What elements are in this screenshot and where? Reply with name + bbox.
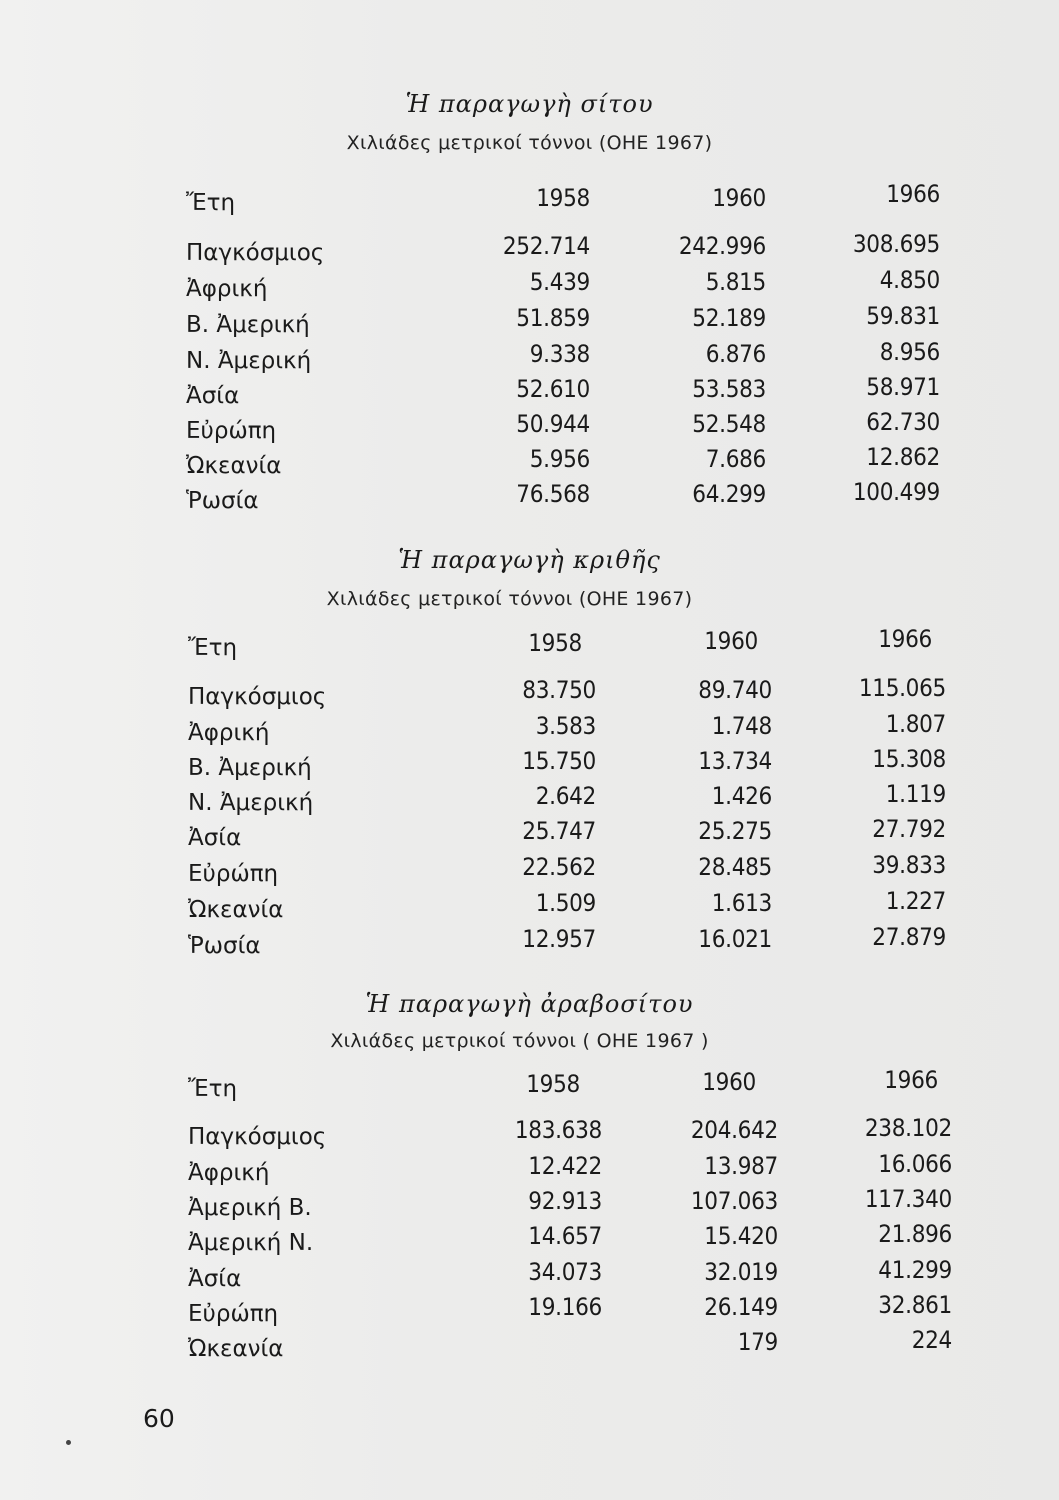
value-1960: 242.996: [678, 232, 766, 260]
value-1966: 100.499: [852, 478, 940, 506]
region-label: Ἀσία: [188, 1266, 242, 1292]
value-1958: 50.944: [516, 410, 590, 438]
value-1966: 59.831: [866, 302, 940, 330]
header-row: [0, 180, 1059, 216]
table-row: [0, 1293, 1059, 1329]
table-row: [0, 1152, 1059, 1188]
value-1966: 238.102: [864, 1114, 952, 1142]
region-label: Εὐρώπη: [188, 861, 279, 887]
table-subtitle: Χιλιάδες μετρικοί τόννοι ( ΟΗΕ 1967 ): [330, 1030, 709, 1052]
value-1966: 16.066: [878, 1150, 952, 1178]
table-row: [0, 340, 1059, 376]
table-row: [0, 1187, 1059, 1223]
value-1966: 1.119: [885, 780, 946, 808]
year-1960: 1960: [704, 627, 758, 655]
region-label: Παγκόσμιος: [188, 1124, 327, 1150]
region-label: Ἀμερική Β.: [188, 1195, 312, 1221]
value-1960: 179: [737, 1328, 778, 1356]
value-1960: 15.420: [704, 1222, 778, 1250]
value-1960: 52.189: [692, 304, 766, 332]
value-1966: 1.227: [885, 887, 946, 915]
region-label: Ἀμερική Ν.: [188, 1230, 314, 1256]
years-label: Ἔτη: [188, 635, 238, 661]
value-1960: 1.748: [711, 712, 772, 740]
value-1960: 26.149: [704, 1293, 778, 1321]
value-1958: 76.568: [516, 480, 590, 508]
table-title: Ἡ παραγωγὴ κριθῆς: [398, 546, 661, 574]
year-1958: 1958: [528, 629, 582, 657]
region-label: Β. Ἀμερική: [186, 312, 310, 338]
value-1960: 25.275: [698, 817, 772, 845]
value-1966: 39.833: [872, 851, 946, 879]
value-1960: 7.686: [705, 445, 766, 473]
value-1966: 1.807: [885, 710, 946, 738]
region-label: Ἀφρική: [188, 1160, 270, 1186]
table-row: [0, 925, 1059, 961]
value-1958: 14.657: [528, 1222, 602, 1250]
table-row: [0, 232, 1059, 268]
value-1960: 1.613: [711, 889, 772, 917]
value-1958: 34.073: [528, 1258, 602, 1286]
region-label: Ὠκεανία: [186, 453, 282, 479]
page-number: 60: [143, 1404, 175, 1433]
value-1960: 52.548: [692, 410, 766, 438]
value-1966: 8.956: [879, 338, 940, 366]
value-1958: 51.859: [516, 304, 590, 332]
table-row: [0, 410, 1059, 446]
ink-dot: [66, 1440, 71, 1445]
value-1958: 15.750: [522, 747, 596, 775]
table-row: [0, 853, 1059, 889]
value-1958: 1.509: [535, 889, 596, 917]
year-1958: 1958: [536, 184, 590, 212]
value-1966: 58.971: [866, 373, 940, 401]
value-1966: 12.862: [866, 443, 940, 471]
table-row: [0, 712, 1059, 748]
value-1966: 115.065: [858, 674, 946, 702]
region-label: Ἀσία: [188, 825, 242, 851]
table-row: [0, 375, 1059, 411]
value-1958: 25.747: [522, 817, 596, 845]
value-1960: 204.642: [690, 1116, 778, 1144]
value-1958: 252.714: [502, 232, 590, 260]
region-label: Εὐρώπη: [186, 418, 277, 444]
region-label: Εὐρώπη: [188, 1301, 279, 1327]
table-subtitle: Χιλιάδες μετρικοί τόννοι (ΟΗΕ 1967): [326, 588, 693, 610]
table-row: [0, 268, 1059, 304]
region-label: Ῥωσία: [186, 488, 259, 514]
value-1960: 53.583: [692, 375, 766, 403]
header-row: [0, 625, 1059, 661]
value-1960: 16.021: [698, 925, 772, 953]
value-1958: 83.750: [522, 676, 596, 704]
year-1966: 1966: [884, 1066, 938, 1094]
region-label: Ἀφρική: [188, 720, 270, 746]
table-row: [0, 889, 1059, 925]
years-label: Ἔτη: [186, 190, 236, 216]
year-1960: 1960: [702, 1068, 756, 1096]
table-row: [0, 445, 1059, 481]
value-1958: 52.610: [516, 375, 590, 403]
value-1966: 27.792: [872, 815, 946, 843]
value-1960: 1.426: [711, 782, 772, 810]
value-1958: 5.439: [529, 268, 590, 296]
header-row: [0, 1066, 1059, 1102]
region-label: Β. Ἀμερική: [188, 755, 312, 781]
table-title: Ἡ παραγωγὴ σίτου: [405, 90, 654, 118]
table-row: [0, 1258, 1059, 1294]
region-label: Ἀσία: [186, 383, 240, 409]
table-row: [0, 480, 1059, 516]
year-1966: 1966: [878, 625, 932, 653]
value-1960: 28.485: [698, 853, 772, 881]
value-1958: 19.166: [528, 1293, 602, 1321]
table-row: [0, 782, 1059, 818]
table-title: Ἡ παραγωγὴ ἀραβοσίτου: [365, 990, 694, 1018]
years-label: Ἔτη: [188, 1076, 238, 1102]
value-1960: 13.734: [698, 747, 772, 775]
value-1958: 2.642: [535, 782, 596, 810]
value-1966: 62.730: [866, 408, 940, 436]
value-1960: 89.740: [698, 676, 772, 704]
region-label: Ῥωσία: [188, 933, 261, 959]
value-1960: 32.019: [704, 1258, 778, 1286]
year-1960: 1960: [712, 184, 766, 212]
region-label: Ν. Ἀμερική: [188, 790, 314, 816]
value-1960: 13.987: [704, 1152, 778, 1180]
value-1958: 92.913: [528, 1187, 602, 1215]
table-row: [0, 676, 1059, 712]
value-1960: 5.815: [705, 268, 766, 296]
region-label: Παγκόσμιος: [186, 240, 325, 266]
value-1958: 12.957: [522, 925, 596, 953]
value-1966: 224: [911, 1326, 952, 1354]
table-row: [0, 1328, 1059, 1364]
value-1958: 183.638: [514, 1116, 602, 1144]
region-label: Ἀφρική: [186, 276, 268, 302]
value-1958: 9.338: [529, 340, 590, 368]
value-1958: 22.562: [522, 853, 596, 881]
value-1966: 117.340: [864, 1185, 952, 1213]
value-1966: 41.299: [878, 1256, 952, 1284]
table-row: [0, 304, 1059, 340]
table-subtitle: Χιλιάδες μετρικοί τόννοι (ΟΗΕ 1967): [346, 132, 713, 154]
year-1966: 1966: [886, 180, 940, 208]
value-1966: 4.850: [879, 266, 940, 294]
value-1958: 5.956: [529, 445, 590, 473]
value-1958: 3.583: [535, 712, 596, 740]
region-label: Ν. Ἀμερική: [186, 348, 312, 374]
value-1966: 27.879: [872, 923, 946, 951]
value-1966: 308.695: [852, 230, 940, 258]
table-row: [0, 1222, 1059, 1258]
region-label: Παγκόσμιος: [188, 684, 327, 710]
year-1958: 1958: [526, 1070, 580, 1098]
region-label: Ὠκεανία: [188, 1336, 284, 1362]
value-1966: 15.308: [872, 745, 946, 773]
value-1966: 21.896: [878, 1220, 952, 1248]
table-row: [0, 1116, 1059, 1152]
value-1960: 64.299: [692, 480, 766, 508]
value-1960: 107.063: [690, 1187, 778, 1215]
table-row: [0, 817, 1059, 853]
value-1960: 6.876: [705, 340, 766, 368]
value-1958: 12.422: [528, 1152, 602, 1180]
region-label: Ὠκεανία: [188, 897, 284, 923]
value-1966: 32.861: [878, 1291, 952, 1319]
table-row: [0, 747, 1059, 783]
